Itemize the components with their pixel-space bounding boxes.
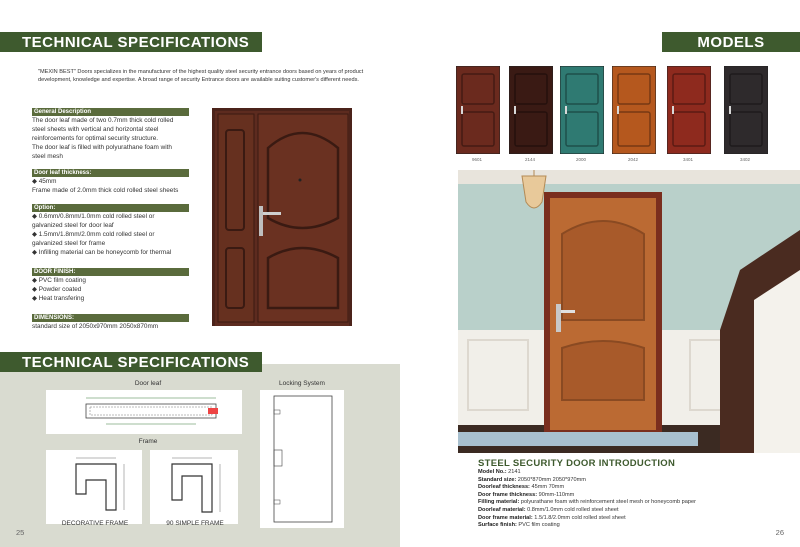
page-number-left: 25 (16, 528, 25, 537)
spec-line: Doorleaf thickness: 45mm 70mm (478, 484, 565, 491)
door-leaf-caption: Door leaf (134, 380, 162, 387)
section-heading-dimensions: DIMENSIONS: (32, 314, 189, 322)
spec-line: Surface finish: PVC film coating (478, 522, 560, 529)
locking-system-caption: Locking System (279, 380, 325, 387)
section-text-dimensions: standard size of 2050x970mm 2050x870mm (32, 323, 159, 330)
model-code-3402: 3402 (739, 157, 750, 162)
model-code-2042: 2042 (627, 157, 638, 162)
model-door-2000 (560, 66, 604, 154)
technical-specifications-banner: TECHNICAL SPECIFICATIONS (0, 32, 262, 52)
model-door-9601 (456, 66, 500, 154)
models-banner: MODELS (662, 32, 800, 52)
frame-caption: Frame (138, 438, 158, 445)
decorative-frame-drawing (46, 450, 142, 524)
door-leaf-drawing (46, 390, 242, 434)
spec-line: Filling material: polyurathane foam with reinforcement steel mesh or honeycomb paper (478, 499, 696, 506)
introduction-title: STEEL SECURITY DOOR INTRODUCTION (478, 458, 676, 469)
spec-line: Doorleaf material: 0.8mm/1.0mm cold rolled steel sheet (478, 506, 619, 513)
model-code-3401: 3401 (682, 157, 693, 162)
section-text-general: The door leaf made of two 0.7mm thick cold rolled steel sheets with vertical and horizontal steel reinforcements for optimal security structure. The door leaf is filled with polyurathane foam with steel mesh (32, 117, 174, 160)
right-page (400, 0, 800, 547)
decorative-frame-caption: DECORATIVE FRAME (61, 520, 129, 527)
section-heading-general: General Description (32, 108, 189, 116)
locking-system-drawing (260, 390, 344, 528)
section-text-finish: ◆ PVC film coating ◆ Powder coated ◆ Heat transfering (32, 277, 86, 302)
double-door-image (212, 108, 352, 326)
model-door-3401 (667, 66, 711, 154)
simple-frame-drawing (150, 450, 238, 524)
room-door-photo (458, 170, 800, 453)
model-door-2042 (612, 66, 656, 154)
model-door-3402 (724, 66, 768, 154)
model-code-9601: 9601 (471, 157, 482, 162)
spec-line: Door frame thickness: 90mm-110mm (478, 491, 575, 498)
section-heading-finish: DOOR FINISH: (32, 268, 189, 276)
model-code-2144: 2144 (524, 157, 535, 162)
section-heading-thickness: Door leaf thickness: (32, 169, 189, 177)
technical-specifications-banner-bottom: TECHNICAL SPECIFICATIONS (0, 352, 262, 372)
company-intro: "MEXIN BEST" Doors specializes in the manufacturer of the highest quality steel security entrance doors based on years of product development, knowledge and expertise. A broad range of security Entrance doors are available suiting customer's different needs. (38, 69, 364, 83)
spec-line: Model No.: 2141 (478, 469, 521, 475)
spec-line: Standard size: 2050*870mm 2050*970mm (478, 476, 586, 483)
spec-list (478, 469, 788, 530)
section-text-thickness: ◆ 45mm Frame made of 2.0mm thick cold rolled steel sheets (32, 178, 179, 194)
page-number-right: 26 (775, 528, 784, 537)
spec-line: Door frame material: 1.5/1.8/2.0mm cold rolled steel sheet (478, 514, 626, 521)
section-text-option: ◆ 0.6mm/0.8mm/1.0mm cold rolled steel or galvanized steel for door leaf ◆ 1.5mm/1.8mm/2.0mm cold rolled steel or galvanized steel for frame ◆ Infilling material can be honeycomb for thermal (32, 213, 172, 256)
simple-frame-caption: 90 SIMPLE FRAME (166, 520, 224, 527)
section-heading-option: Option: (32, 204, 189, 212)
door-introduction (478, 458, 788, 530)
model-code-2000: 2000 (575, 157, 586, 162)
model-door-2144 (509, 66, 553, 154)
